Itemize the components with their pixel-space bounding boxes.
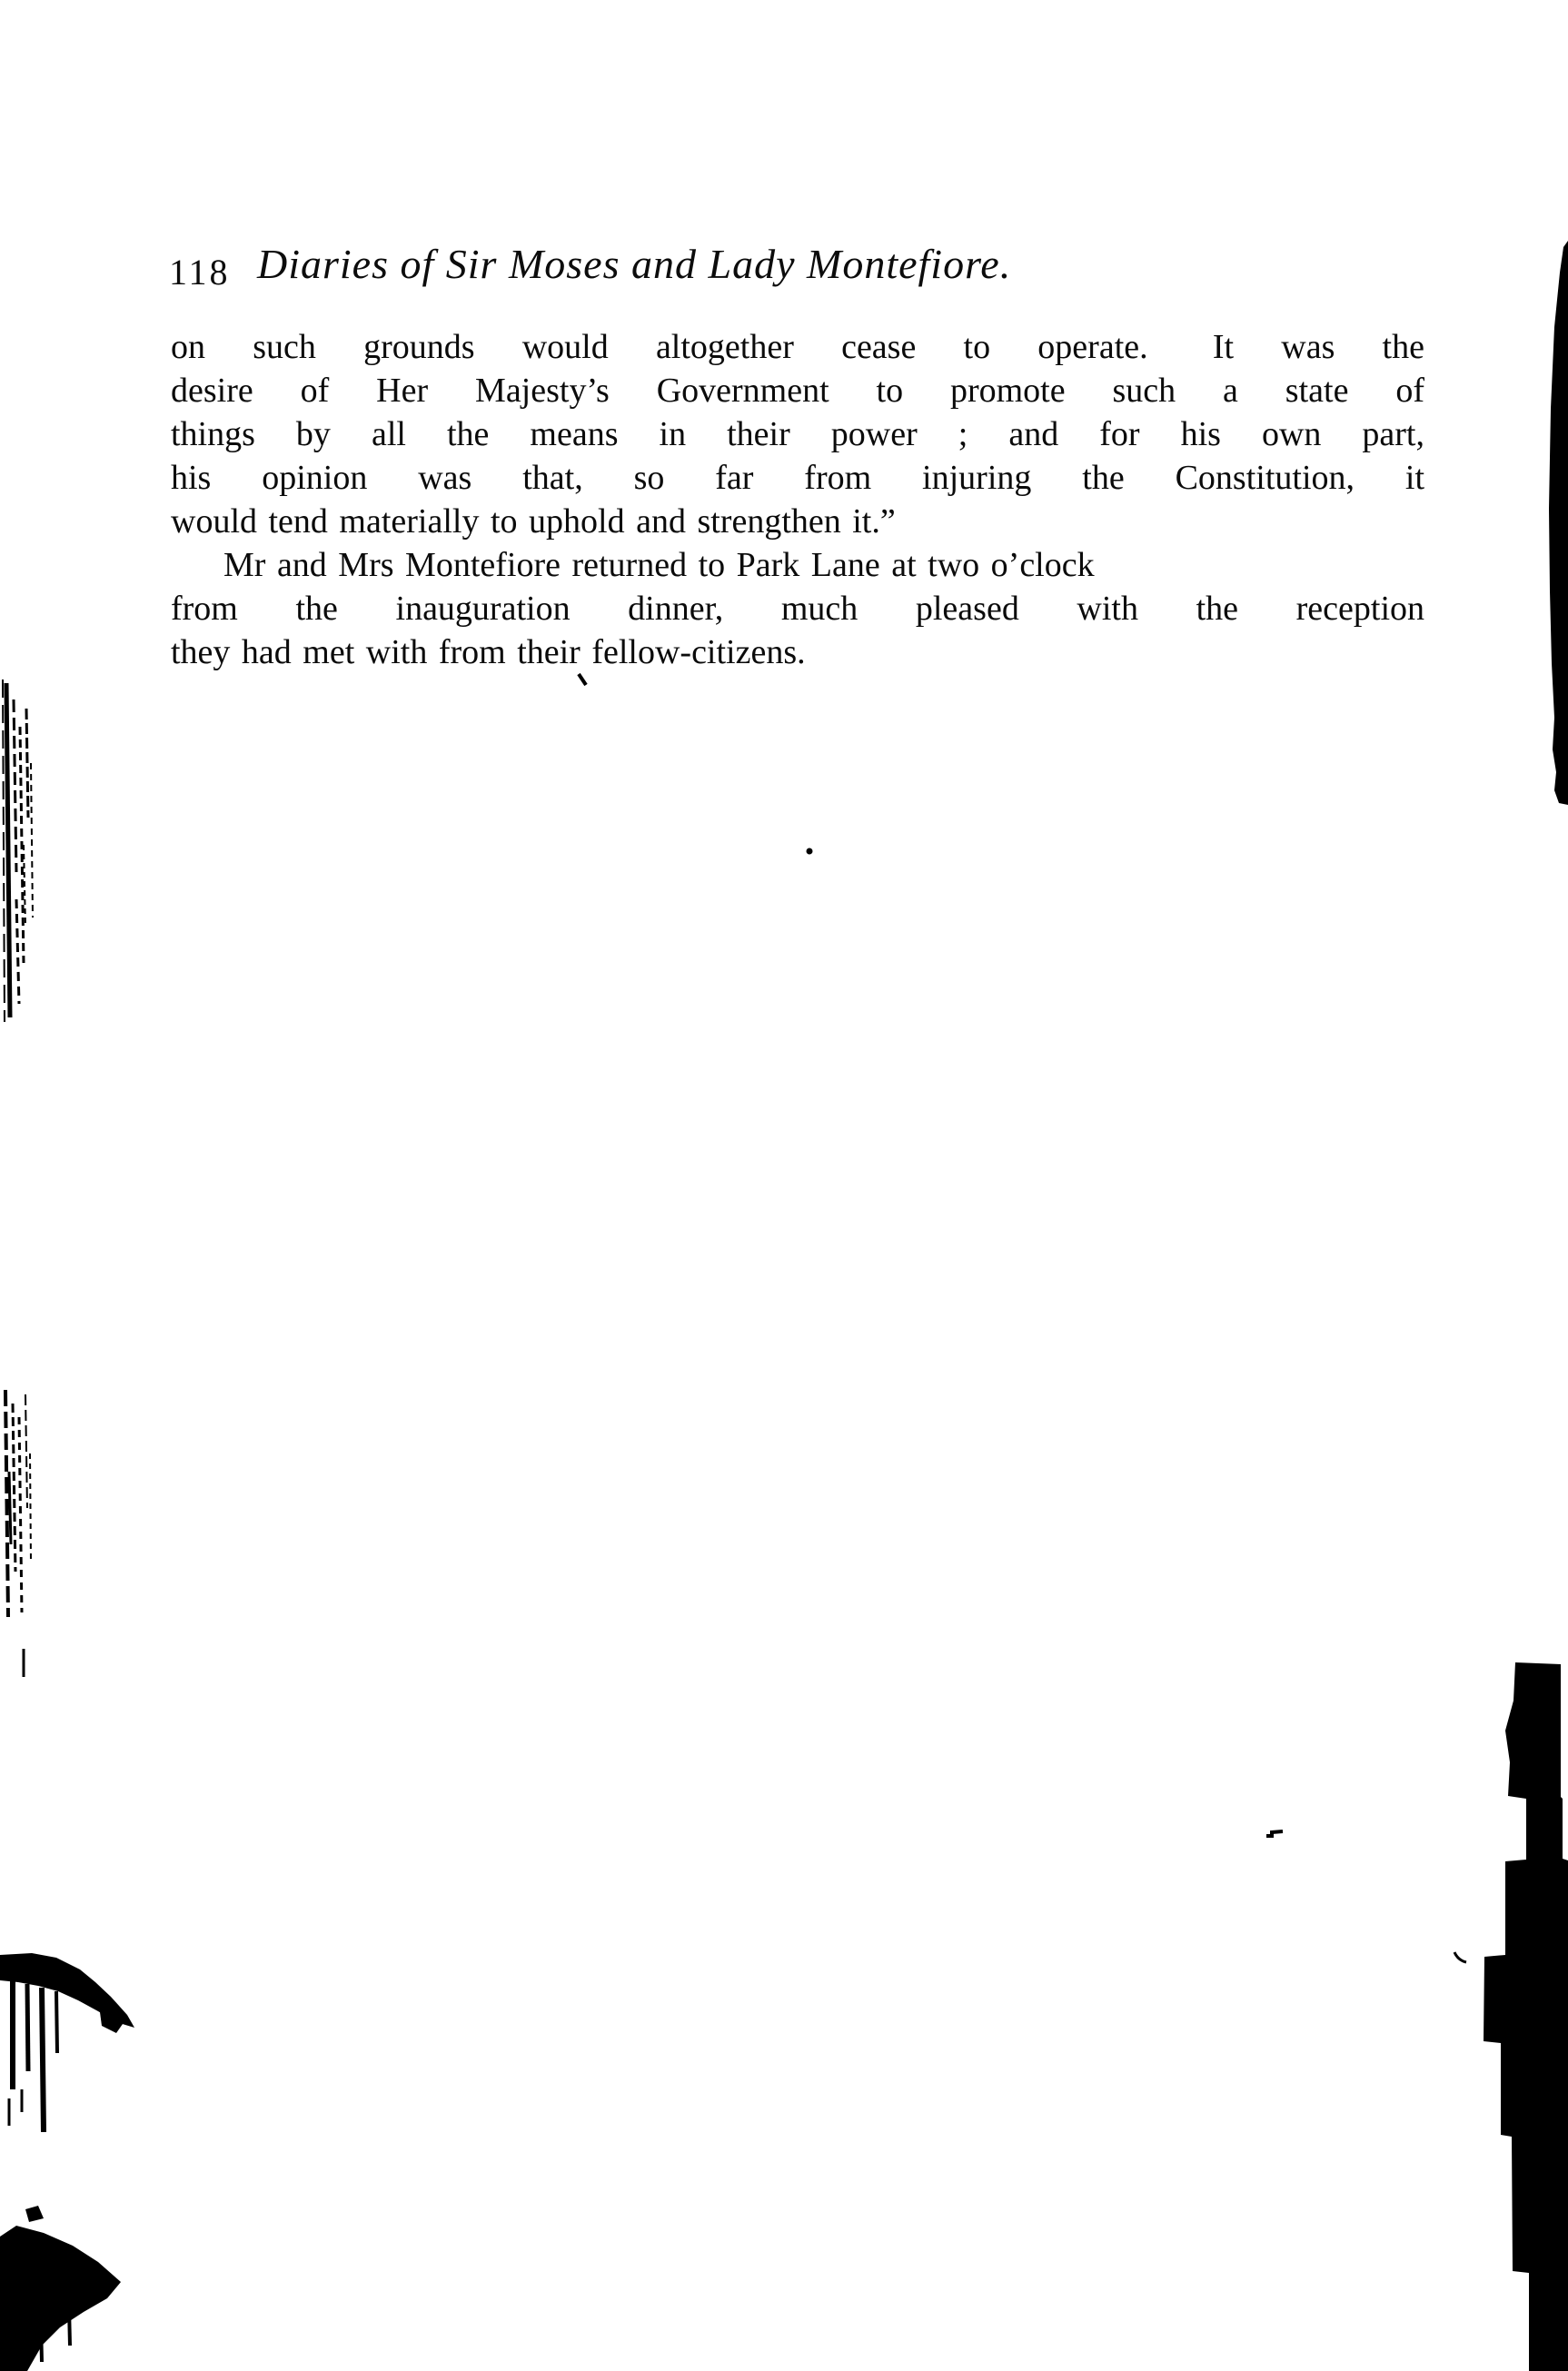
text-line: on such grounds would altogether cease to operate. It was the: [171, 328, 1424, 366]
text-line: desire of Her Majesty’s Government to promote such a state of: [171, 372, 1424, 410]
scan-artifact-dash-icon: [1266, 1831, 1283, 1836]
scan-artifact-dot-icon: [807, 848, 813, 855]
text-line: Mr and Mrs Montefiore returned to Park Lane at two o’clock: [223, 546, 1095, 584]
text-line: would tend materially to uphold and strengthen it.”: [171, 502, 896, 541]
page-number: 118: [169, 252, 231, 293]
text-line: they had met with from their fellow-citizens.: [171, 633, 806, 671]
scan-artifact-ink-blot-icon: [0, 2206, 121, 2371]
scan-artifact-grave-mark-icon: [579, 674, 586, 685]
scan-artifact-scratch-band-2-icon: [5, 1390, 31, 1617]
scan-artifact-right-bar-icon: [1549, 241, 1568, 805]
text-line: from the inauguration dinner, much pleased with the reception: [171, 590, 1424, 628]
paragraph: [171, 543, 1424, 674]
text-line: his opinion was that, so far from injuring the Constitution, it: [171, 459, 1424, 497]
scan-artifact-check-mark-icon: [1454, 1952, 1466, 1962]
running-title: Diaries of Sir Moses and Lady Montefiore.: [257, 241, 1012, 287]
text-line: things by all the means in their power ; and for his own part,: [171, 415, 1424, 453]
paragraph: [171, 325, 1424, 543]
body-text: [171, 325, 1424, 674]
scan-artifact-scratch-band-1-icon: [3, 680, 33, 1022]
scan-artifact-right-blob-icon: [1484, 1662, 1568, 2371]
scan-artifact-smudge-icon: [0, 1953, 134, 2132]
